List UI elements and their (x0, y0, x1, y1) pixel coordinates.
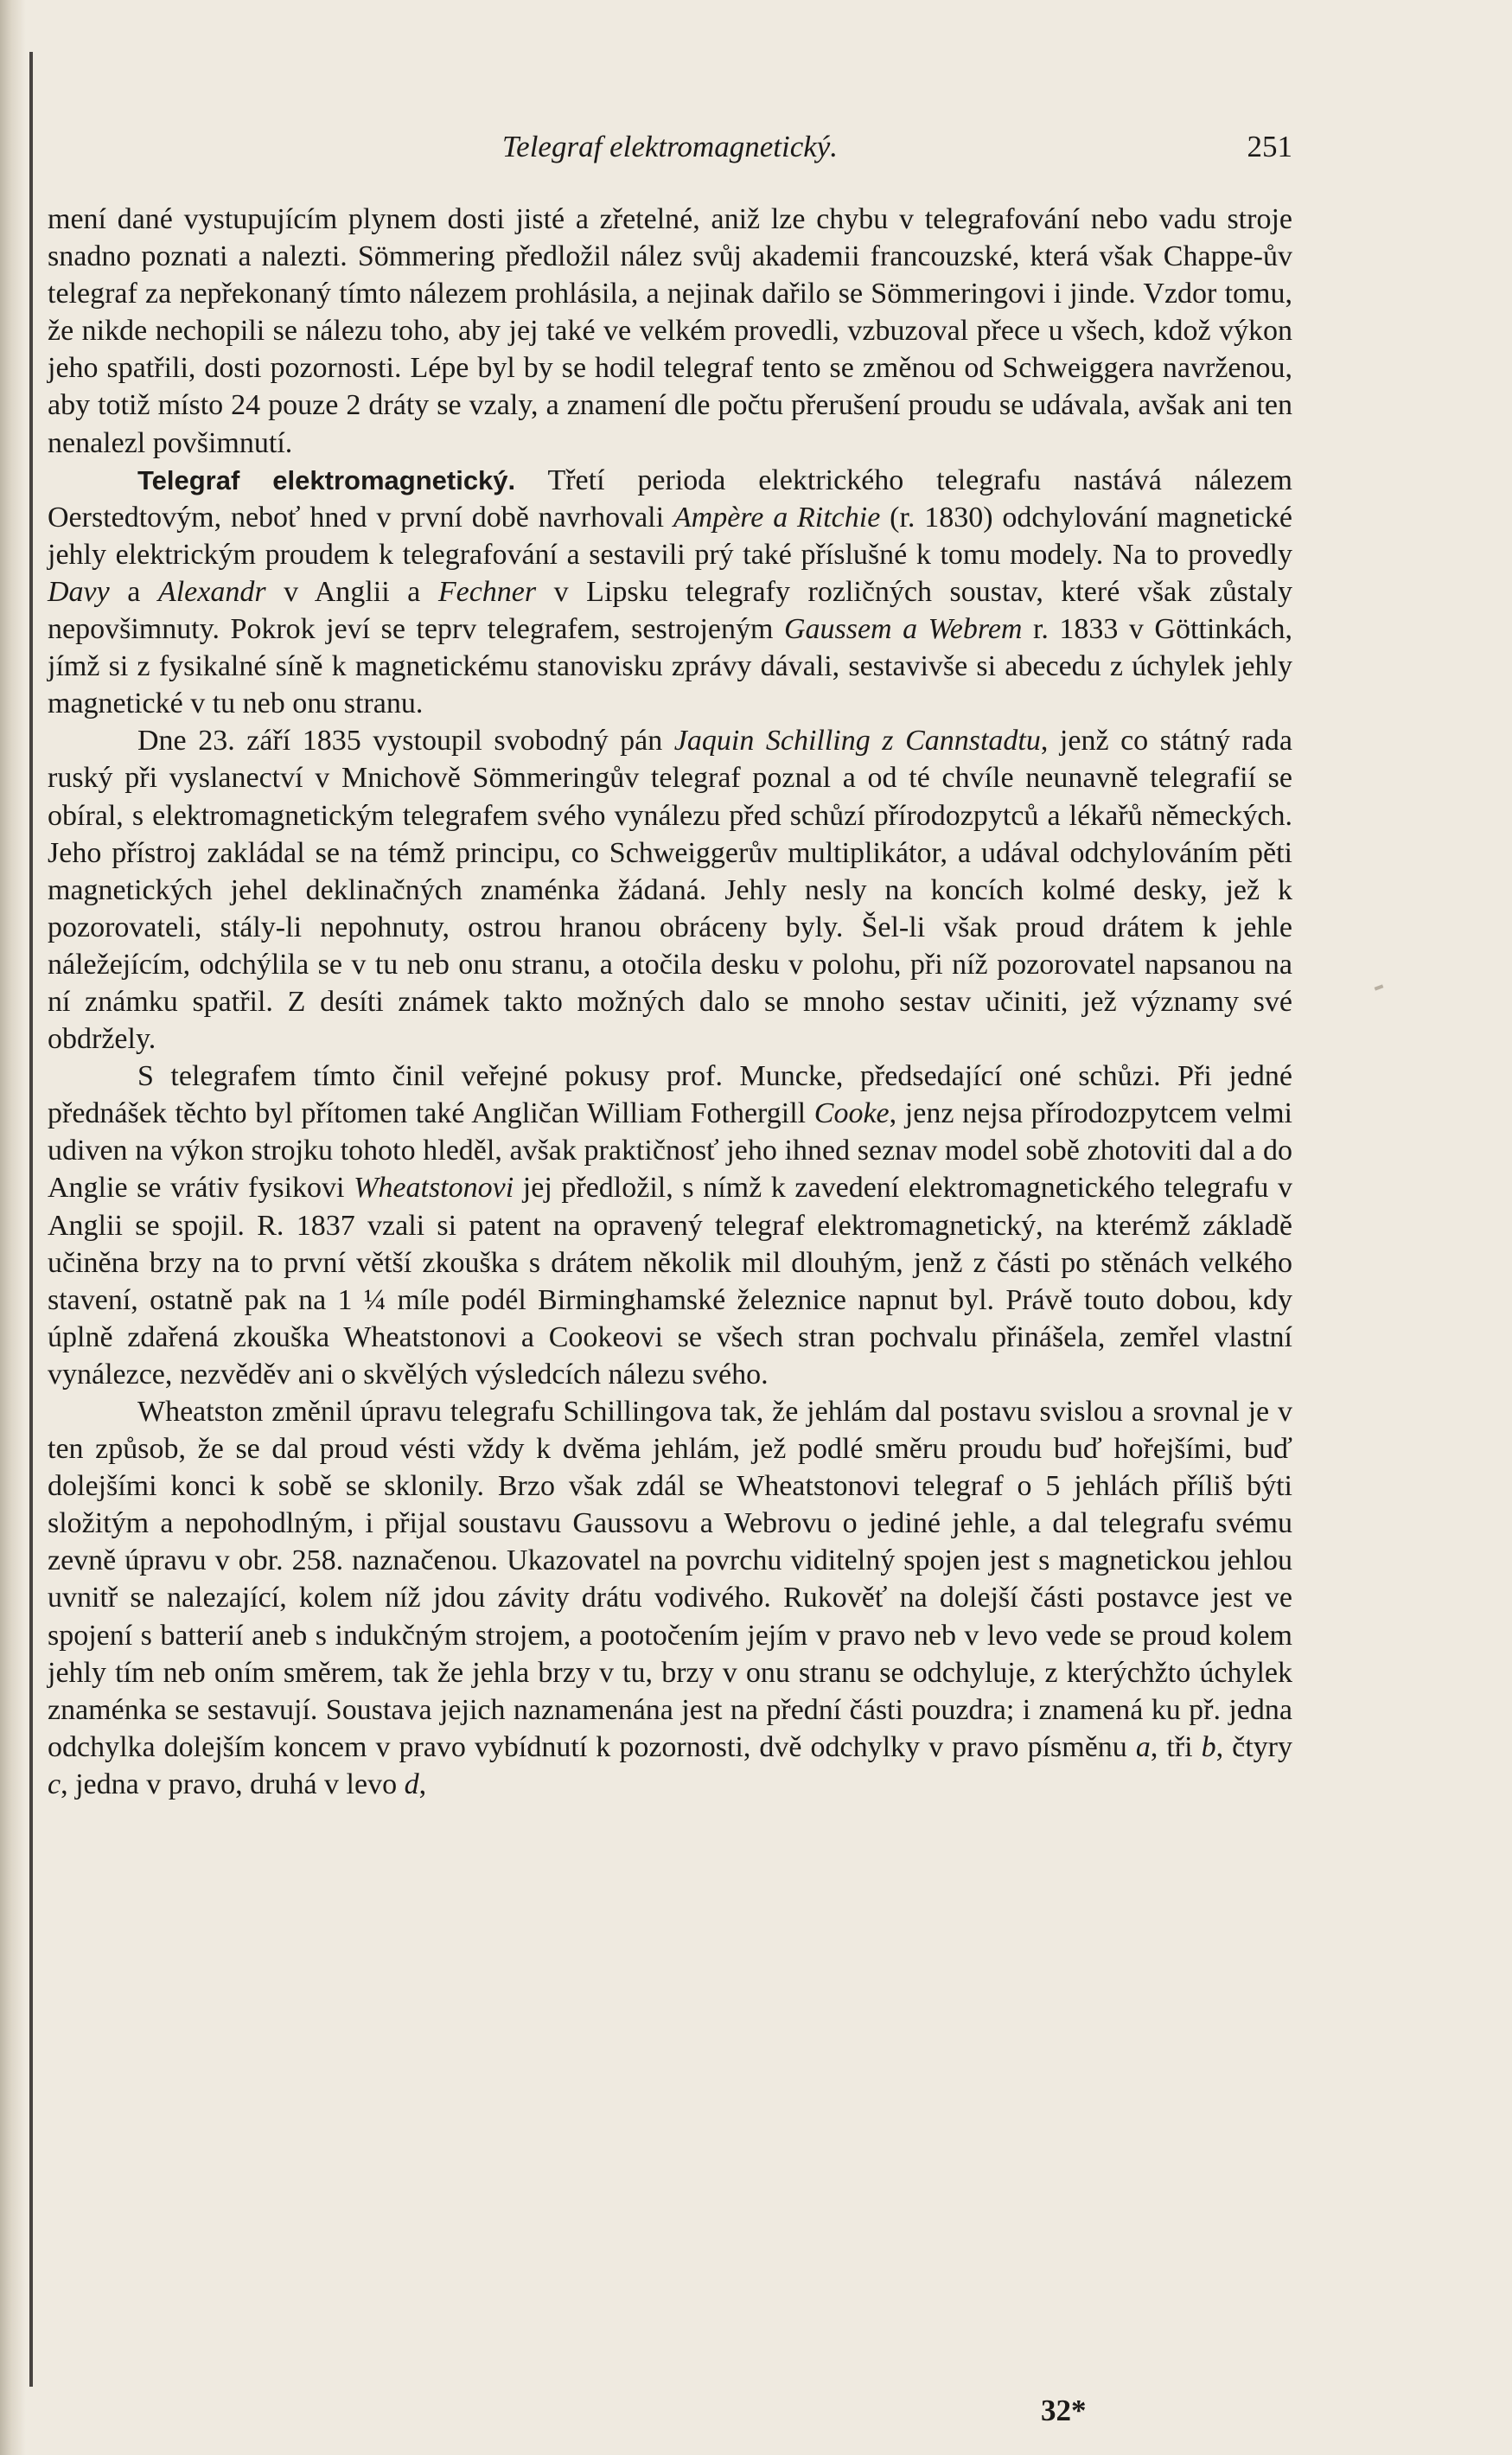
text-run: , (418, 1768, 427, 1800)
text-run: (r. 1830) odchylování magnetické jehly elektrickým proudem k telegrafování a sestavili prý také příslušné k tomu modely. Na to provedly (48, 501, 1292, 571)
italic-name: Cooke (813, 1097, 890, 1130)
text-run: v Lipsku telegrafy rozličných soustav, které však zůstaly nepovšimnuty. Pokrok jeví se teprv telegrafem, sestrojeným (48, 575, 1293, 646)
text-run: , čtyry (1215, 1730, 1292, 1763)
italic-name: b (1201, 1730, 1216, 1763)
book-spine-shadow (0, 0, 26, 2455)
page-number: 251 (1247, 130, 1292, 163)
text-run: , jenz nejsa přírodozpytcem velmi udiven na výkon strojku tohoto hleděl, avšak praktičnosť jeho ihned seznav model sobě zhotoviti dal a do Anglie se vrátiv fysikovi (48, 1097, 1292, 1205)
italic-name: Alexandr (157, 575, 266, 608)
text-run: S telegrafem tímto činil veřejné pokusy prof. Muncke, předsedající oné schůzi. Při jedné přednášek těchto byl přítomen také Angličan William Fothergill (48, 1060, 1292, 1130)
text-run: , jenž co státný rada ruský při vyslanectví v Mnichově Sömmeringův telegraf poznal a od té chvíle neunavně telegrafií se obíral, s elektromagnetickým telegrafem svého vynálezu před schůzí přírodozpytců a lékařů německých. Jeho přístroj zakládal se na témž principu, co Schweiggerův multiplikátor, a udával odchylováním pěti magnetických jehel deklinačných znaménka žádaná. Jehly nesly na koncích kolmé desky, jež k pozorovateli, stály-li nepohnuty, ostrou hranou obráceny byly. Šel-li však proud drátem k jehle náležejícím, odchýlila se v tu neb onu stranu, a otočila desku v polohu, při níž pozorovatel napsanou na ní známku spatřil. Z desíti známek takto možných dalo se mnoho sestav učiniti, jež významy své obdržely. (48, 725, 1292, 1056)
paragraph (48, 201, 1292, 462)
page-edge-line (29, 52, 33, 2387)
page-header (48, 130, 1292, 190)
italic-name: c (48, 1768, 61, 1800)
text-run: Wheatston změnil úpravu telegrafu Schillingova tak, že jehlám dal postavu svislou a srovnal je v ten způsob, že se dal proud vésti vždy k dvěma jehlám, jež podlé směru proudu buď hořejšími, buď dolejšími konci k sobě se sklonily. Brzo však zdál se Wheatstonovi telegraf o 5 jehlách příliš býti složitým a nepohodlným, i přijal soustavu Gaussovu a Webrovu o jediné jehle, a dal telegrafu svému zevně úpravu v obr. 258. naznačenou. Ukazovatel na povrchu viditelný spojen jest s magnetickou jehlou uvnitř se nalezající, kolem níž jdou závity drátu vodivého. Rukověť na dolejší části postavce jest ve spojení s batterií aneb s indukčným strojem, a pootočením jejím v pravo neb v levo vede se proud kolem jehly tím neb oním směrem, tak že jehla brzy v tu, brzy v onu stranu se odchyluje, z kterýchžto úchylek znaménka se sestavují. Soustava jejich naznamenána jest na přední části pouzdra; i znamená ku př. jedna odchylka dolejším koncem v pravo vybídnutí k pozornosti, dvě odchylky v pravo písměnu (48, 1396, 1292, 1763)
text-run: r. 1833 v Göttinkách, jímž si z fysikalné síně k magnetickému stanovisku zprávy dávali, sestavivše si abecedu z úchylek jehly magnetické v tu neb onu stranu. (48, 613, 1292, 720)
text-run: Dne 23. září 1835 vystoupil svobodný pán (137, 725, 674, 758)
italic-name: Davy (48, 575, 110, 608)
book-page (48, 130, 1292, 1803)
italic-name: Wheatstonovi (354, 1172, 514, 1205)
paragraph (48, 462, 1292, 723)
text-run: , tři (1150, 1730, 1202, 1763)
italic-name: Jaquin Schilling z Cannstadtu (673, 725, 1041, 758)
paragraph (48, 722, 1292, 1058)
italic-name: d (404, 1768, 419, 1800)
italic-name: Fechner (437, 575, 537, 608)
italic-name: a (1135, 1730, 1151, 1763)
text-run: , jedna v pravo, druhá v levo (61, 1768, 405, 1800)
text-run: a (109, 575, 158, 608)
paragraph (48, 1393, 1292, 1803)
section-heading: Telegraf elektromagnetický. (137, 464, 516, 495)
running-title: Telegraf elektromagnetický. (501, 130, 839, 163)
text-run: v Anglii a (265, 575, 438, 608)
text-run: Třetí perioda elektrického telegrafu nastává nálezem Oerstedtovým, neboť hned v první době navrhovali (48, 464, 1292, 534)
paper-mark (1375, 984, 1384, 990)
italic-name: Ampère a Ritchie (673, 501, 881, 534)
italic-name: Gaussem a Webrem (783, 613, 1023, 646)
text-run: jej předložil, s nímž k zavedení elektromagnetického telegrafu v Anglii se spojil. R. 1837 vzali si patent na opravený telegraf elektromagnetický, na kterémž základě učiněna brzy na to první větší zkouška s drátem několik mil dlouhým, jenž z části po stěnách velkého stavení, ostatně pak na 1 ¼ míle podél Birminghamské železnice napnut byl. Právě touto dobou, kdy úplně zdařená zkouška Wheatstonovi a Cookeovi se všech stran pochvalu přinášela, zemřel vlastní vynálezce, nezvěděv ani o skvělých výsledcích nálezu svého. (48, 1172, 1292, 1391)
body-text (48, 201, 1292, 1803)
paragraph (48, 1058, 1292, 1393)
text-run: mení dané vystupujícím plynem dosti jisté a zřetelné, aniž lze chybu v telegrafování nebo vadu stroje snadno poznati a nalezti. Sömmering předložil nález svůj akademii francouzské, která však Chappe-ův telegraf za nepřekonaný tímto nálezem prohlásila, a nejinak dařilo se Sömmeringovi i jinde. Vzdor tomu, že nikde nechopili se nálezu toho, aby jej také ve velkém provedli, vzbuzoval přece u všech, kdož výkon jeho spatřili, dosti pozornosti. Lépe byl by se hodil telegraf tento se změnou od Schweiggera navrženou, aby totiž místo 24 pouze 2 dráty se vzaly, a znamení dle počtu přerušení proudu se udávala, avšak ani ten nenalezl povšimnutí. (48, 203, 1292, 459)
signature-mark: 32* (1041, 2394, 1087, 2427)
